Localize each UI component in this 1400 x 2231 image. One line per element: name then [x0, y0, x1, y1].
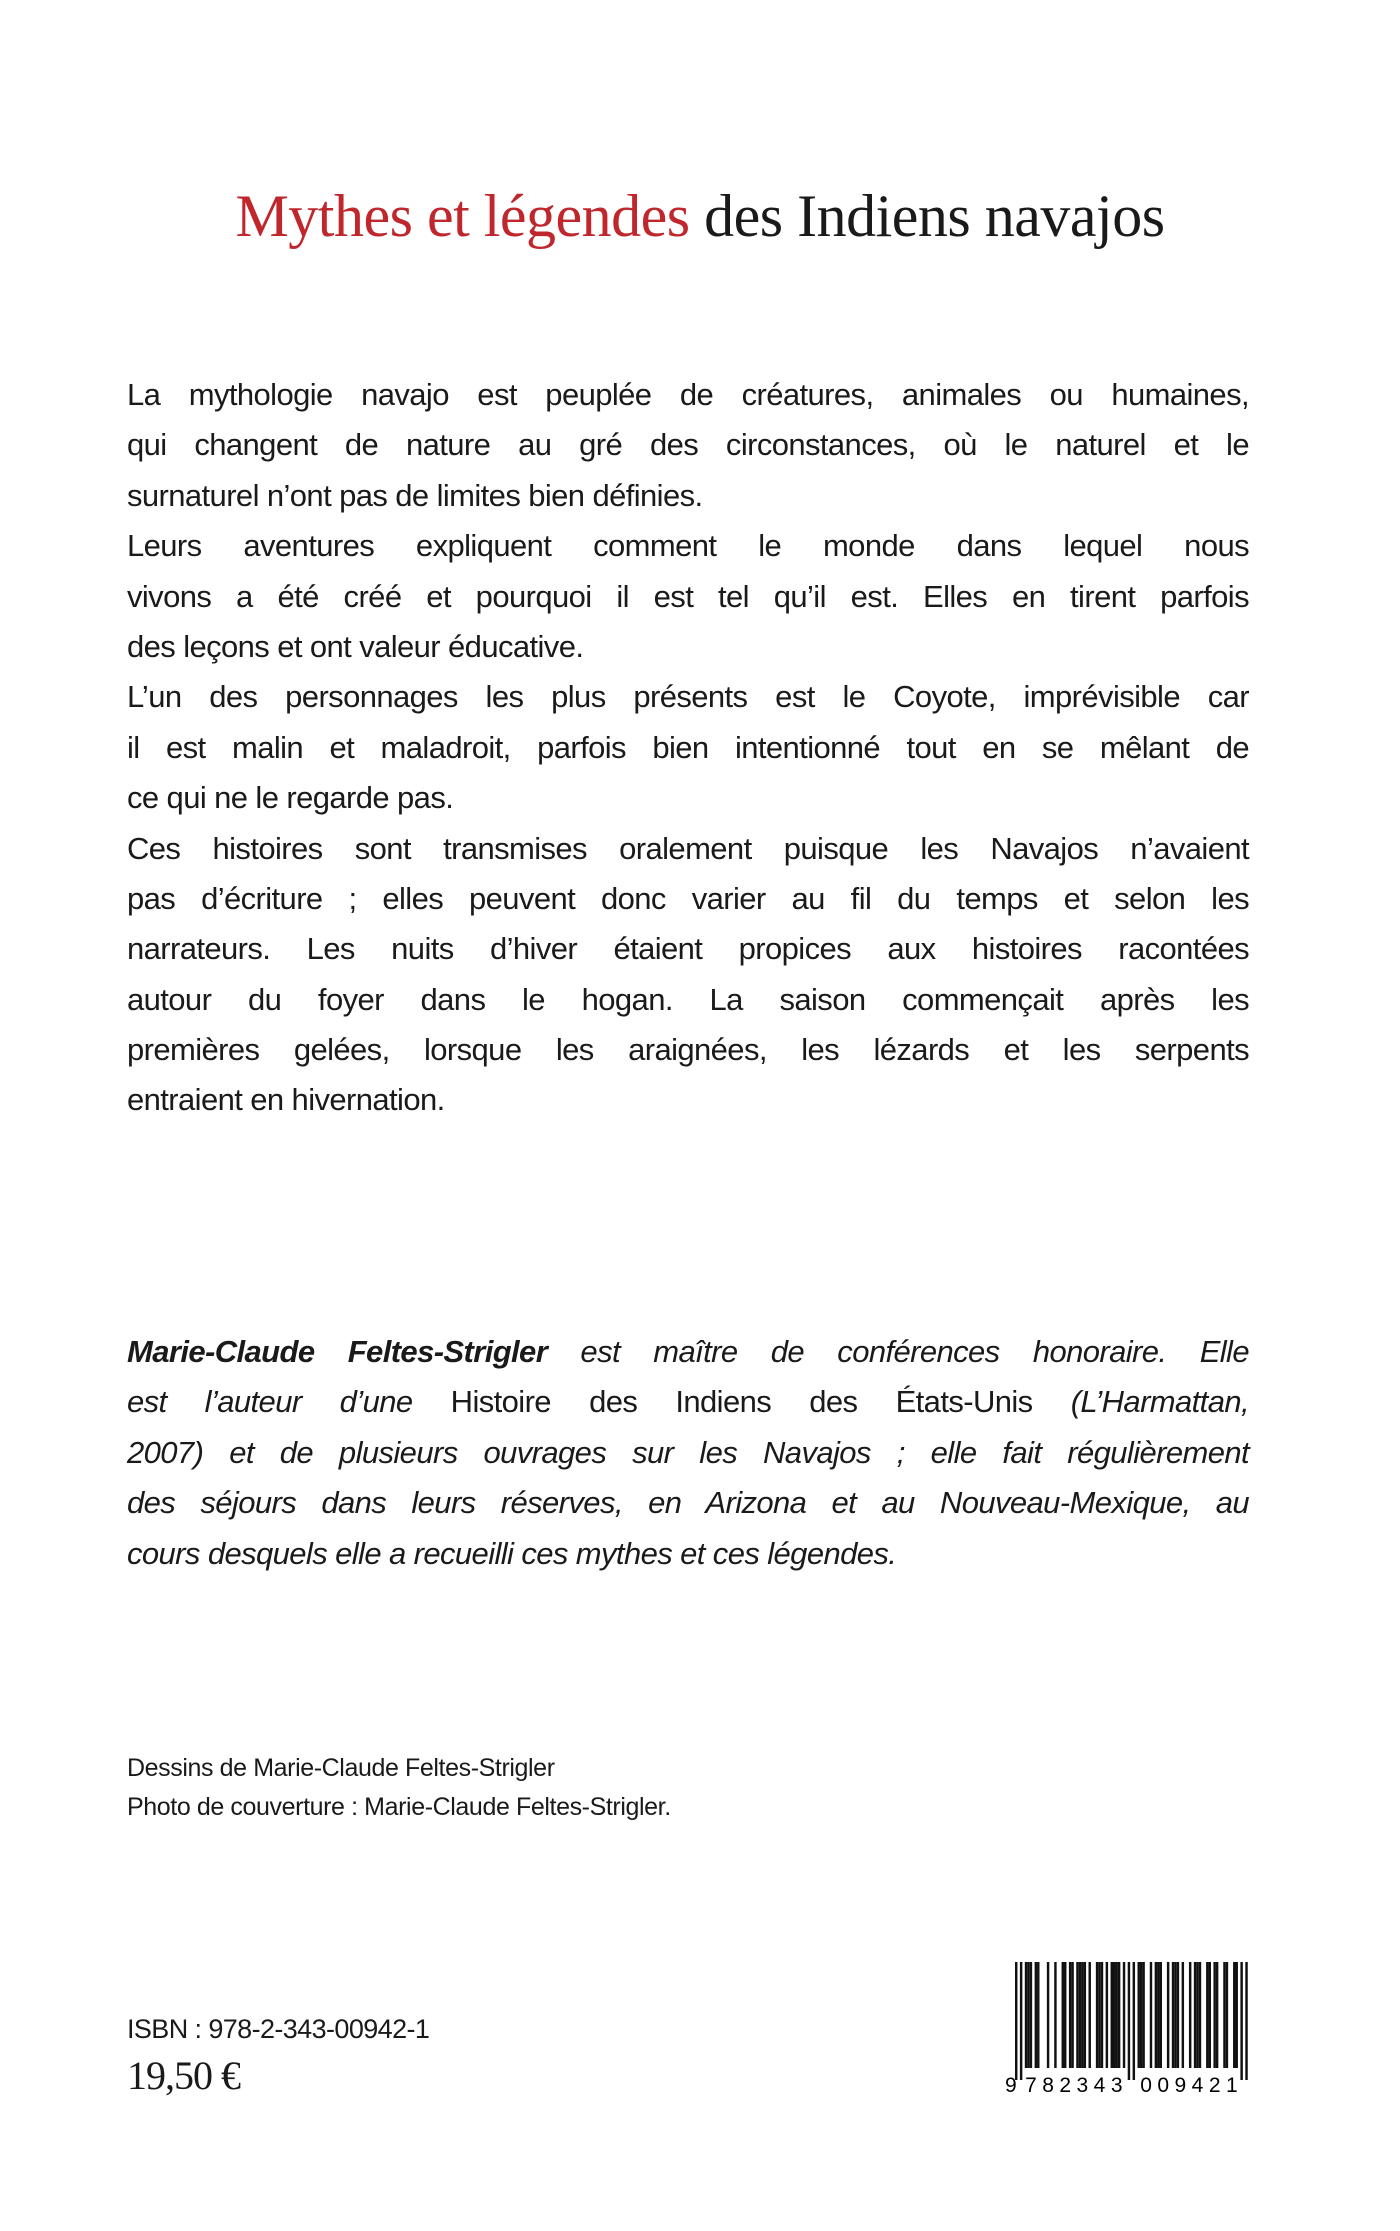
barcode-bar	[1194, 1962, 1196, 2068]
summary-line: pas d’écriture ; elles peuvent donc varier au fil du temps et selon les	[127, 880, 1249, 916]
barcode-bar	[1064, 1962, 1066, 2068]
barcode-digit: 2	[1208, 2074, 1221, 2097]
barcode-bar	[1223, 1962, 1225, 2068]
barcode-bar	[1209, 1962, 1211, 2068]
summary-line: Leurs aventures expliquent comment le monde dans lequel nous	[127, 528, 1249, 564]
book-reference: Histoire des Indiens des États-Unis	[450, 1384, 1033, 1420]
barcode-digit: 2	[1059, 2074, 1072, 2097]
barcode-bar	[1096, 1962, 1098, 2068]
photo-credit: Photo de couverture : Marie-Claude Feltes-Strigler.	[127, 1793, 671, 1821]
barcode-bar	[1035, 1962, 1037, 2068]
barcode-digit: 3	[1110, 2074, 1123, 2097]
barcode-bar	[1071, 1962, 1073, 2068]
barcode-bar	[1123, 1962, 1125, 2068]
barcode-bar	[1226, 1962, 1228, 2068]
summary-line: L’un des personnages les plus présents est le Coyote, imprévisible car	[127, 679, 1249, 715]
summary-line: vivons a été créé et pourquoi il est tel qu’il est. Elles en tirent parfois	[127, 578, 1249, 614]
barcode-bar	[1199, 1962, 1201, 2068]
barcode-digit: 3	[1076, 2074, 1089, 2097]
barcode-bar	[1213, 1962, 1215, 2068]
author-bio	[127, 1327, 1249, 1579]
barcode-bar	[1140, 1962, 1142, 2068]
barcode-bar	[1115, 1962, 1117, 2068]
summary-text	[127, 370, 1249, 1126]
author-bio-line	[127, 1377, 1249, 1427]
barcode-bar	[1206, 1962, 1208, 2068]
barcode-bar	[1084, 1962, 1086, 2068]
summary-line: qui changent de nature au gré des circonstances, où le naturel et le	[127, 427, 1249, 463]
barcode-bar	[1177, 1962, 1179, 2068]
barcode-bar	[1106, 1962, 1108, 2068]
barcode-bar	[1245, 1962, 1247, 2080]
title-black-part: des Indiens navajos	[704, 183, 1165, 249]
barcode-bar	[1047, 1962, 1049, 2068]
author-bio-text: est l’auteur d’une	[127, 1384, 451, 1420]
barcode-bar	[1081, 1962, 1083, 2068]
barcode-bar	[1174, 1962, 1176, 2068]
isbn: ISBN : 978-2-343-00942-1	[127, 2014, 430, 2044]
barcode-bar	[1069, 1962, 1071, 2068]
summary-line: des leçons et ont valeur éducative.	[127, 628, 584, 664]
book-title	[0, 182, 1400, 251]
summary-line: il est malin et maladroit, parfois bien intentionné tout en se mêlant de	[127, 729, 1249, 765]
author-bio-line: cours desquels elle a recueilli ces mythes et ces légendes.	[127, 1535, 897, 1571]
barcode-bar	[1037, 1962, 1039, 2068]
barcode-bar	[1233, 1962, 1235, 2068]
barcode-digit: 9	[1174, 2074, 1187, 2097]
summary-line: entraient en hivernation.	[127, 1082, 445, 1118]
barcode-bar	[1054, 1962, 1056, 2068]
barcode-bar	[1062, 1962, 1064, 2068]
barcode-bar	[1111, 1962, 1113, 2068]
barcode-bar	[1172, 1962, 1174, 2068]
barcode-digit: 8	[1042, 2074, 1054, 2097]
barcode-bar	[1089, 1962, 1091, 2068]
barcode-bar	[1113, 1962, 1115, 2068]
summary-line: premières gelées, lorsque les araignées, les lézards et les serpents	[127, 1032, 1249, 1068]
barcode-bar	[1128, 1962, 1130, 2080]
summary-line: Ces histoires sont transmises oralement puisque les Navajos n’avaient	[127, 830, 1249, 866]
barcode-bar	[1025, 1962, 1027, 2068]
barcode-digit: 1	[1225, 2074, 1238, 2097]
barcode-bar	[1167, 1962, 1169, 2068]
barcode-bar	[1118, 1962, 1120, 2068]
barcode-bar	[1150, 1962, 1152, 2068]
barcode-bar	[1079, 1962, 1081, 2068]
summary-line: surnaturel n’ont pas de limites bien définies.	[127, 477, 703, 513]
barcode-bar	[1189, 1962, 1191, 2068]
barcode-digit: 0	[1157, 2074, 1170, 2097]
barcode-bar	[1155, 1962, 1157, 2068]
barcode-digit: 4	[1191, 2074, 1204, 2097]
barcode-digit: 9	[1005, 2074, 1017, 2097]
title-red-part: Mythes et légendes	[235, 183, 690, 249]
summary-line: ce qui ne le regarde pas.	[127, 780, 454, 816]
barcode-digit: 7	[1025, 2074, 1037, 2097]
barcode-bar	[1182, 1962, 1184, 2068]
barcode-bar	[1157, 1962, 1159, 2068]
barcode-bar	[1196, 1962, 1198, 2068]
barcode-bar	[1236, 1962, 1238, 2068]
author-bio-text: (L’Harmattan,	[1032, 1384, 1249, 1420]
author-bio-line	[127, 1327, 1249, 1377]
summary-line: autour du foyer dans le hogan. La saison commençait après les	[127, 981, 1249, 1017]
barcode-bar	[1020, 1962, 1022, 2080]
summary-line: La mythologie navajo est peuplée de créatures, animales ou humaines,	[127, 377, 1249, 412]
barcode-bar	[1142, 1962, 1144, 2068]
barcode-bar	[1098, 1962, 1100, 2068]
barcode-bar	[1076, 1962, 1078, 2068]
barcode-bar	[1101, 1962, 1103, 2068]
author-bio-line: 2007) et de plusieurs ouvrages sur les Navajos ; elle fait régulièrement	[127, 1434, 1249, 1470]
author-bio-text: est maître de conférences honoraire. Elle	[547, 1334, 1249, 1369]
barcode-bar	[1138, 1962, 1140, 2068]
drawings-credit: Dessins de Marie-Claude Feltes-Strigler	[127, 1754, 555, 1782]
barcode-bar	[1240, 1962, 1242, 2080]
barcode-bar	[1027, 1962, 1029, 2068]
barcode-bar	[1133, 1962, 1135, 2080]
price: 19,50 €	[127, 2053, 240, 2098]
barcode-digit: 4	[1093, 2074, 1106, 2097]
barcode-bar	[1015, 1962, 1017, 2080]
barcode-bar	[1160, 1962, 1162, 2068]
barcode-digit: 0	[1140, 2074, 1152, 2097]
author-name: Marie-Claude Feltes-Strigler	[127, 1334, 548, 1369]
barcode	[1003, 1962, 1253, 2097]
author-bio-line: des séjours dans leurs réserves, en Arizona et au Nouveau-Mexique, au	[127, 1485, 1249, 1521]
barcode-bar	[1216, 1962, 1218, 2068]
barcode-bar	[1030, 1962, 1032, 2068]
summary-line: narrateurs. Les nuits d’hiver étaient propices aux histoires racontées	[127, 931, 1249, 967]
